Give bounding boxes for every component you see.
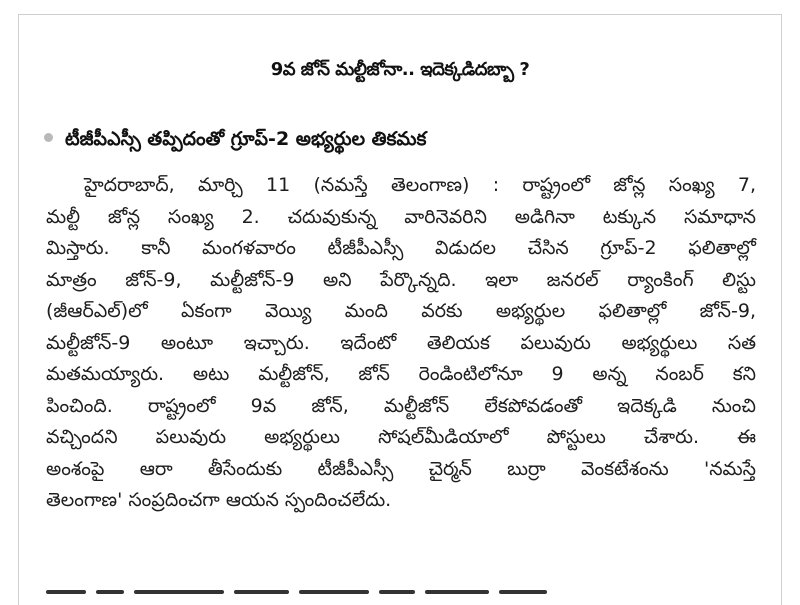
body-line: మల్టీజోన్-9 అంటూ ఇచ్చారు. ఇదేంటో తెలియక పలువురు అభ్యర్థులు సత [46,331,756,354]
body-line: మిస్తారు. కానీ మంగళవారం టీజీపీఎస్సీ విడుదల చేసిన గ్రూప్-2 ఫలితాల్లో [46,237,756,259]
body-line: పించింది. రాష్ట్రంలో 9వ జోన్, మల్టీజోన్ లేకపోవడంతో ఇదెక్కడి నుంచి [46,394,756,417]
body-line: తెలంగాణ' సంప్రదించగా ఆయన స్పందించలేదు. [46,489,392,511]
headline: 9వ జోన్ మల్టీజోనా.. ఇదెక్కడిదబ్బా ? [270,59,530,80]
bullet-icon [44,133,53,142]
body-line: మాత్రం జోన్-9, మల్టీజోన్-9 అని పేర్కొన్నది. ఇలా జనరల్ ర్యాంకింగ్ లిస్టు [46,268,756,291]
body-line: అంశంపై ఆరా తీసేందుకు టీజీపీఎస్సీ చైర్మన్ బుర్రా వెంకటేశంను 'నమస్తే [46,457,756,480]
body-line: హైదరాబాద్, మార్చి 11 (నమస్తే తెలంగాణ) : రాష్ట్రంలో జోన్ల సంఖ్య 7, [84,174,756,196]
body-line: మతమయ్యారు. అటు మల్టీజోన్, జోన్ రెండింటిలోనూ 9 అన్న నంబర్ కని [46,363,756,385]
subheadline [44,126,426,152]
cut-off-text-fragment [46,590,646,596]
body-line: మల్టీ జోన్ల సంఖ్య 2. చదువుకున్న వారినెవరిని అడిగినా టక్కున సమాధాన [46,205,756,228]
body-line: (జీఆర్ఎల్)లో ఏకంగా వెయ్యి మంది వరకు అభ్యర్థుల ఫలితాల్లో జోన్-9, [46,300,756,322]
subheadline-text: టీజీపీఎస్సీ తప్పిదంతో గ్రూప్-2 అభ్యర్థుల తికమక [65,128,427,150]
article-body [46,170,756,517]
body-line: వచ్చిందని పలువురు అభ్యర్థులు సోషల్‌మీడియాలో పోస్టులు చేశారు. ఈ [46,426,756,448]
